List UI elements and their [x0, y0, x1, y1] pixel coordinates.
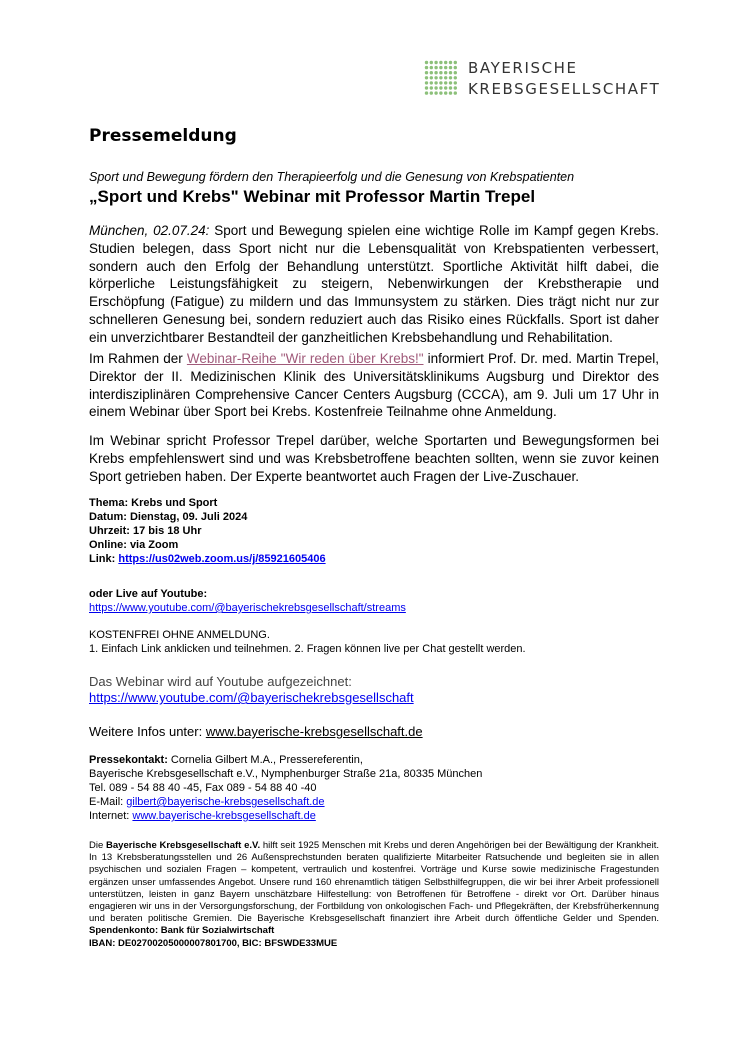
logo [424, 58, 664, 100]
email-label: E-Mail: [89, 796, 127, 808]
logo-dot [454, 61, 457, 64]
logo-dot [434, 86, 437, 89]
logo-dot [444, 61, 447, 64]
logo-dot [439, 66, 442, 69]
logo-dot [430, 86, 433, 89]
logo-dot [425, 61, 428, 64]
logo-dot [430, 61, 433, 64]
recording-block [89, 674, 659, 706]
logo-dot [444, 86, 447, 89]
logo-dot [444, 81, 447, 84]
webinar-text-after: informiert Prof. Dr. med. Martin Trepel, Direktor der II. Medizinischen Klinik des Universitätsklinikums Augsburg und Direktor des interdisziplinären Comprehensive Cancer Centers Augsburg (CCCA), am 9. Juli um 17 Uhr in einem Webinar über Sport bei Krebs. Kostenfreie Teilnahme ohne Anmeldung. [89, 351, 659, 420]
webinar-text-before: Im Rahmen der [89, 351, 187, 366]
logo-dot [425, 66, 428, 69]
footer-donation-account: Spendenkonto: Bank für Sozialwirtschaft [89, 925, 275, 937]
internet-link[interactable]: www.bayerische-krebsgesellschaft.de [132, 810, 316, 822]
logo-dot [425, 91, 428, 94]
logo-dot [444, 71, 447, 74]
logo-dot [425, 81, 428, 84]
logo-dot [425, 76, 428, 79]
detail-link-row [89, 552, 659, 566]
youtube-live-label: oder Live auf Youtube: [89, 588, 208, 600]
logo-dot [434, 71, 437, 74]
logo-dot [425, 71, 428, 74]
logo-dot [449, 91, 452, 94]
logo-dot [444, 91, 447, 94]
logo-dot [454, 66, 457, 69]
webinar-series-link[interactable]: Webinar-Reihe "Wir reden über Krebs!" [186, 351, 424, 366]
logo-dot [439, 76, 442, 79]
paragraph-webinar [89, 350, 659, 421]
logo-dot [434, 61, 437, 64]
footer-text: hilft seit 1925 Menschen mit Krebs und deren Angehörigen bei der Bewältigung der Krankheit. In 13 Krebsberatungsstellen und 26 Außensprechstunden beraten qualifizierte Mitarbeiter Ratsuchende und begleiten sie in allen psychischen und sozialen Fragen – kompetent, vertraulich und kostenfrei. Vorträge und Kurse sowie medizinische Fragestunden ergänzen unser umfassendes Angebot. Unsere rund 160 ehrenamtlich tätigen Selbsthilfegruppen, die wir bei ihrer Arbeit professionell unterstützen, leisten in ganz Bayern unschätzbare Hilfestellung: von Betroffenen für Betroffene - direkt vor Ort. Darüber hinaus engagieren wir uns in der Versorgungsforschung, der Fortbildung von onkologischen Fach- und Pflegekräften, der Krebsfrüherkennung und beraten politische Gremien. Die Bayerische Krebsgesellschaft finanziert ihre Arbeit durch öffentliche Gelder und Spenden. [89, 840, 659, 925]
zoom-link[interactable]: https://us02web.zoom.us/j/85921605406 [118, 553, 326, 565]
logo-dot [449, 71, 452, 74]
logo-dot [439, 81, 442, 84]
logo-dot [449, 81, 452, 84]
website-link[interactable]: www.bayerische-krebsgesellschaft.de [205, 724, 423, 739]
logo-dot [449, 61, 452, 64]
logo-dot [439, 91, 442, 94]
logo-dot [454, 81, 457, 84]
free-note-line-1: KOSTENFREI OHNE ANMELDUNG. [89, 629, 270, 641]
dateline: München, 02.07.24: [89, 223, 210, 238]
logo-dots-icon [424, 60, 458, 96]
logo-dot [454, 86, 457, 89]
recording-label: Das Webinar wird auf Youtube aufgezeichnet: [89, 674, 352, 689]
logo-dot [430, 81, 433, 84]
logo-dot [449, 66, 452, 69]
free-note-line-2: 1. Einfach Link anklicken und teilnehmen. 2. Fragen können live per Chat gestellt werden. [89, 643, 526, 655]
logo-dot [454, 76, 457, 79]
about-organization [89, 840, 659, 950]
press-contact-email-row [89, 795, 659, 809]
detail-link-label: Link: [89, 553, 119, 565]
logo-line-2: KREBSGESELLSCHAFT [468, 80, 661, 98]
logo-dot [430, 76, 433, 79]
press-contact [89, 753, 659, 823]
subtitle: Sport und Bewegung fördern den Therapieerfolg und die Genesung von Krebspatienten [89, 170, 575, 184]
logo-dot [439, 61, 442, 64]
logo-dot [449, 76, 452, 79]
logo-dot [449, 86, 452, 89]
detail-datum: Datum: Dienstag, 09. Juli 2024 [89, 511, 248, 523]
youtube-channel-link[interactable]: https://www.youtube.com/@bayerischekrebsgesellschaft [89, 690, 414, 705]
press-contact-name: Cornelia Gilbert M.A., Pressereferentin, [167, 754, 363, 766]
more-info-label: Weitere Infos unter: [89, 724, 206, 739]
press-contact-line-1 [89, 753, 659, 767]
logo-dot [434, 76, 437, 79]
logo-wordmark [468, 58, 660, 100]
free-note-block [89, 628, 659, 656]
youtube-live-block [89, 587, 659, 615]
paragraph-content: Im Webinar spricht Professor Trepel darüber, welche Sportarten und Bewegungsformen bei Krebs empfehlenswert sind und was Krebsbetroffene beachten sollten, wenn sie zuvor keinen Sport getrieben haben. Der Experte beantwortet auch Fragen der Live-Zuschauer. [89, 433, 659, 484]
detail-online: Online: via Zoom [89, 539, 179, 551]
logo-dot [439, 86, 442, 89]
detail-uhrzeit: Uhrzeit: 17 bis 18 Uhr [89, 525, 202, 537]
intro-text: Sport und Bewegung spielen eine wichtige Rolle im Kampf gegen Krebs. Studien belegen, dass Sport nicht nur die Lebensqualität von Krebspatienten verbessert, sondern auch den Erfolg der Behandlung unterstützt. Sportliche Aktivität hilft dabei, die körperliche Leistungsfähigkeit zu steigern, Nebenwirkungen der Krebstherapie und Erschöpfung (Fatigue) zu mildern und das Immunsystem zu stärken. Dies trägt nicht nur zur schnelleren Genesung bei, sondern reduziert auch das Risiko eines Rückfalls. Sport ist daher ein unverzichtbarer Bestandteil der ganzheitlichen Krebsbehandlung und Rehabilitation. [89, 223, 659, 345]
logo-dot [430, 66, 433, 69]
logo-line-1: BAYERISCHE [468, 59, 578, 77]
press-contact-label: Pressekontakt: [89, 754, 168, 766]
logo-dot [444, 66, 447, 69]
logo-dot [454, 71, 457, 74]
press-contact-internet-row [89, 809, 659, 823]
email-link[interactable]: gilbert@bayerische-krebsgesellschaft.de [126, 796, 325, 808]
page-heading: Pressemeldung [89, 126, 237, 146]
more-info-row [89, 724, 659, 739]
press-contact-address: Bayerische Krebsgesellschaft e.V., Nymphenburger Straße 21a, 80335 München [89, 768, 483, 780]
footer-iban: IBAN: DE02700205000007801700, BIC: BFSWDE33MUE [89, 937, 338, 949]
event-details [89, 496, 659, 566]
internet-label: Internet: [89, 810, 133, 822]
paragraph-intro [89, 222, 659, 347]
logo-dot [425, 86, 428, 89]
logo-dot [434, 91, 437, 94]
youtube-streams-link[interactable]: https://www.youtube.com/@bayerischekrebsgesellschaft/streams [89, 602, 406, 614]
logo-dot [430, 91, 433, 94]
logo-dot [434, 81, 437, 84]
logo-dot [434, 66, 437, 69]
footer-lead: Die [89, 840, 107, 851]
footer-org-name: Bayerische Krebsgesellschaft e.V. [106, 840, 261, 851]
logo-dot [444, 76, 447, 79]
page-title: „Sport und Krebs" Webinar mit Professor Martin Trepel [89, 187, 536, 206]
logo-dot [439, 71, 442, 74]
logo-dot [454, 91, 457, 94]
logo-dot [430, 71, 433, 74]
detail-thema: Thema: Krebs und Sport [89, 497, 218, 509]
press-contact-phone: Tel. 089 - 54 88 40 -45, Fax 089 - 54 88 40 -40 [89, 782, 317, 794]
